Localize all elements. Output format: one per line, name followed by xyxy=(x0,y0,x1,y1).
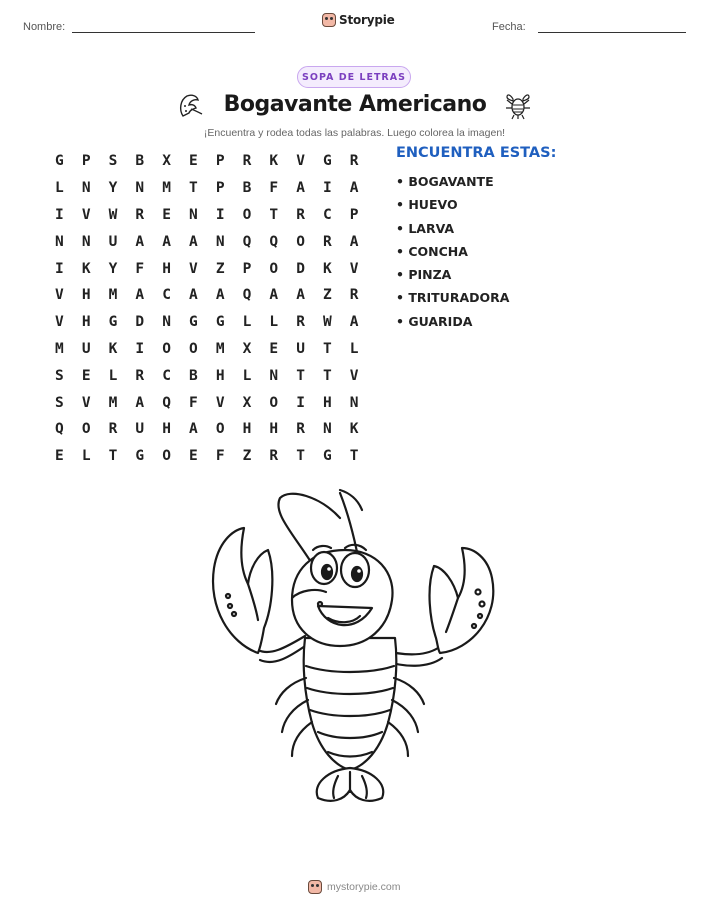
grid-letter[interactable]: N xyxy=(81,180,91,197)
grid-letter[interactable]: Q xyxy=(242,233,252,250)
grid-letter[interactable]: M xyxy=(108,394,118,411)
word-list-title: ENCUENTRA ESTAS: xyxy=(396,145,557,161)
grid-letter[interactable]: O xyxy=(242,206,252,223)
grid-letter[interactable]: C xyxy=(162,287,171,304)
grid-letter[interactable]: O xyxy=(215,421,225,438)
grid-letter[interactable]: R xyxy=(242,153,252,170)
grid-letter[interactable]: E xyxy=(162,206,171,223)
grid-letter[interactable]: L xyxy=(108,367,118,384)
grid-letter[interactable]: S xyxy=(108,153,118,170)
grid-letter[interactable]: R xyxy=(269,448,279,465)
grid-letter[interactable]: T xyxy=(108,448,118,465)
grid-letter[interactable]: R xyxy=(135,206,145,223)
grid-letter[interactable]: O xyxy=(269,260,279,277)
grid-letter[interactable]: B xyxy=(189,367,198,384)
grid-letter[interactable]: E xyxy=(81,367,91,384)
grid-letter[interactable]: H xyxy=(162,421,171,438)
grid-letter[interactable]: T xyxy=(296,448,305,465)
grid-letter[interactable]: T xyxy=(349,448,359,465)
grid-letter[interactable]: N xyxy=(323,421,332,438)
grid-letter[interactable]: A xyxy=(349,233,359,250)
grid-letter[interactable]: Y xyxy=(108,260,118,277)
footer-url[interactable]: mystorypie.com xyxy=(327,881,401,893)
grid-letter[interactable]: Q xyxy=(55,421,64,438)
grid-letter[interactable]: R xyxy=(296,206,305,223)
grid-letter[interactable]: Z xyxy=(242,448,252,465)
grid-letter[interactable]: O xyxy=(162,448,171,465)
grid-letter[interactable]: A xyxy=(349,314,359,331)
grid-letter[interactable]: D xyxy=(296,260,305,277)
grid-letter[interactable]: T xyxy=(323,340,332,357)
grid-letter[interactable]: V xyxy=(349,367,359,384)
grid-letter[interactable]: X xyxy=(242,394,252,411)
grid-letter[interactable]: I xyxy=(55,206,64,223)
brand-name: Storypie xyxy=(339,13,395,27)
grid-letter[interactable]: G xyxy=(323,153,332,170)
grid-letter[interactable]: V xyxy=(215,394,225,411)
grid-letter[interactable]: Q xyxy=(242,287,252,304)
grid-letter[interactable]: T xyxy=(296,367,305,384)
grid-letter[interactable]: T xyxy=(323,367,332,384)
grid-letter[interactable]: W xyxy=(323,314,332,331)
grid-letter[interactable]: K xyxy=(108,340,118,357)
grid-letter[interactable]: F xyxy=(189,394,198,411)
grid-letter[interactable]: M xyxy=(162,180,171,197)
grid-letter[interactable]: V xyxy=(55,287,64,304)
name-field-line[interactable] xyxy=(72,32,255,33)
grid-letter[interactable]: N xyxy=(189,206,198,223)
grid-letter[interactable]: A xyxy=(296,180,305,197)
word-item: • BOGAVANTE xyxy=(396,174,494,189)
grid-letter[interactable]: P xyxy=(349,206,359,223)
grid-letter[interactable]: G xyxy=(108,314,118,331)
grid-letter[interactable]: A xyxy=(135,233,145,250)
grid-letter[interactable]: U xyxy=(81,340,91,357)
date-label: Fecha: xyxy=(492,21,526,33)
grid-letter[interactable]: F xyxy=(269,180,279,197)
grid-letter[interactable]: O xyxy=(189,340,198,357)
storypie-mascot-icon xyxy=(322,13,336,27)
grid-letter[interactable]: O xyxy=(269,394,279,411)
grid-letter[interactable]: L xyxy=(242,314,252,331)
word-item: • LARVA xyxy=(396,220,455,236)
grid-letter[interactable]: K xyxy=(81,260,91,277)
grid-letter[interactable]: N xyxy=(215,233,225,250)
lobster-icon xyxy=(503,91,533,121)
grid-letter[interactable]: M xyxy=(215,340,225,357)
grid-letter[interactable]: A xyxy=(162,233,171,250)
grid-letter[interactable]: H xyxy=(323,394,332,411)
grid-letter[interactable]: E xyxy=(189,153,198,170)
grid-letter[interactable]: N xyxy=(81,233,91,250)
grid-letter[interactable]: H xyxy=(162,260,171,277)
grid-letter[interactable]: Q xyxy=(162,394,171,411)
grid-letter[interactable]: L xyxy=(81,448,91,465)
grid-letter[interactable]: O xyxy=(162,340,171,357)
grid-letter[interactable]: W xyxy=(108,206,118,223)
grid-letter[interactable]: H xyxy=(81,287,91,304)
grid-letter[interactable]: A xyxy=(349,180,359,197)
grid-letter[interactable]: H xyxy=(269,421,279,438)
grid-letter[interactable]: F xyxy=(135,260,145,277)
word-item: • HUEVO xyxy=(396,197,458,213)
grid-letter[interactable]: N xyxy=(162,314,171,331)
grid-letter[interactable]: H xyxy=(215,367,225,384)
grid-letter[interactable]: X xyxy=(242,340,252,357)
grid-letter[interactable]: O xyxy=(296,233,305,250)
word-list xyxy=(396,170,509,333)
grid-letter[interactable]: U xyxy=(135,421,145,438)
grid-letter[interactable]: R xyxy=(323,233,332,250)
grid-letter[interactable]: X xyxy=(162,153,171,170)
grid-letter[interactable]: Z xyxy=(215,260,225,277)
grid-letter[interactable]: N xyxy=(269,367,279,384)
grid-letter[interactable]: E xyxy=(189,448,198,465)
grid-letter[interactable]: A xyxy=(189,233,198,250)
grid-letter[interactable]: T xyxy=(269,206,279,223)
grid-letter[interactable]: K xyxy=(269,153,279,170)
grid-letter[interactable]: G xyxy=(189,314,198,331)
word-item: • PINZA xyxy=(396,267,452,283)
word-search-grid[interactable] xyxy=(46,148,368,470)
date-field-line[interactable] xyxy=(538,32,686,33)
activity-badge: SOPA DE LETRAS xyxy=(297,66,411,88)
grid-letter[interactable]: A xyxy=(135,394,145,411)
grid-letter[interactable]: L xyxy=(55,180,64,197)
name-label: Nombre: xyxy=(23,21,66,33)
word-item: • TRITURADORA xyxy=(396,290,510,306)
grid-letter[interactable]: I xyxy=(55,260,64,277)
grid-letter[interactable]: T xyxy=(189,180,198,197)
grid-letter[interactable]: U xyxy=(296,340,305,357)
grid-letter[interactable]: F xyxy=(215,448,225,465)
grid-letter[interactable]: I xyxy=(323,180,332,197)
grid-letter[interactable]: G xyxy=(215,314,225,331)
grid-letter[interactable]: H xyxy=(81,314,91,331)
grid-letter[interactable]: I xyxy=(135,340,145,357)
grid-letter[interactable]: R xyxy=(108,421,118,438)
grid-letter[interactable]: R xyxy=(296,421,305,438)
grid-letter[interactable]: R xyxy=(135,367,145,384)
grid-letter[interactable]: L xyxy=(242,367,252,384)
grid-letter[interactable]: I xyxy=(296,394,305,411)
storypie-mascot-icon xyxy=(308,880,322,894)
grid-letter[interactable]: E xyxy=(269,340,279,357)
grid-letter[interactable]: M xyxy=(108,287,118,304)
grid-letter[interactable]: R xyxy=(349,153,359,170)
grid-letter[interactable]: P xyxy=(215,180,225,197)
word-item: • CONCHA xyxy=(396,243,468,259)
grid-letter[interactable]: G xyxy=(55,153,64,170)
grid-letter[interactable]: L xyxy=(269,314,279,331)
grid-letter[interactable]: G xyxy=(135,448,145,465)
storypie-logo xyxy=(322,13,395,27)
grid-letter[interactable]: A xyxy=(215,287,225,304)
grid-letter[interactable]: Y xyxy=(108,180,118,197)
grid-letter[interactable]: A xyxy=(296,287,305,304)
grid-letter[interactable]: O xyxy=(81,421,91,438)
grid-letter[interactable]: A xyxy=(269,287,279,304)
grid-letter[interactable]: V xyxy=(296,153,305,170)
grid-letter[interactable]: K xyxy=(323,260,332,277)
instructions: ¡Encuentra y rodea todas las palabras. Luego colorea la imagen! xyxy=(203,127,506,139)
grid-letter[interactable]: I xyxy=(215,206,225,223)
grid-letter[interactable]: V xyxy=(81,206,91,223)
grid-letter[interactable]: V xyxy=(349,260,359,277)
grid-letter[interactable]: A xyxy=(135,287,145,304)
grid-letter[interactable]: B xyxy=(135,153,145,170)
grid-letter[interactable]: N xyxy=(349,394,359,411)
lobster-illustration[interactable] xyxy=(200,488,510,808)
grid-letter[interactable]: N xyxy=(55,233,64,250)
grid-letter[interactable]: V xyxy=(81,394,91,411)
grid-letter[interactable]: C xyxy=(162,367,171,384)
page-title: Bogavante Americano xyxy=(223,92,487,117)
grid-letter[interactable]: S xyxy=(55,394,64,411)
grid-letter[interactable]: Z xyxy=(323,287,332,304)
grid-letter[interactable]: H xyxy=(242,421,252,438)
grid-letter[interactable]: M xyxy=(55,340,64,357)
grid-letter[interactable]: G xyxy=(323,448,332,465)
grid-letter[interactable]: Q xyxy=(269,233,279,250)
grid-letter[interactable]: N xyxy=(135,180,145,197)
grid-letter[interactable]: P xyxy=(215,153,225,170)
grid-letter[interactable]: A xyxy=(189,287,198,304)
grid-letter[interactable]: R xyxy=(349,287,359,304)
grid-letter[interactable]: P xyxy=(242,260,252,277)
grid-letter[interactable]: A xyxy=(189,421,198,438)
grid-letter[interactable]: V xyxy=(189,260,198,277)
grid-letter[interactable]: P xyxy=(81,153,91,170)
grid-letter[interactable]: E xyxy=(55,448,64,465)
footer xyxy=(308,880,401,894)
grid-letter[interactable]: L xyxy=(349,340,359,357)
grid-letter[interactable]: V xyxy=(55,314,64,331)
grid-letter[interactable]: K xyxy=(349,421,359,438)
grid-letter[interactable]: R xyxy=(296,314,305,331)
grid-letter[interactable]: S xyxy=(55,367,64,384)
grid-letter[interactable]: U xyxy=(108,233,118,250)
grid-letter[interactable]: B xyxy=(242,180,252,197)
grid-letter[interactable]: C xyxy=(323,206,332,223)
grid-letter[interactable]: D xyxy=(135,314,145,331)
word-item: • GUARIDA xyxy=(396,313,473,329)
